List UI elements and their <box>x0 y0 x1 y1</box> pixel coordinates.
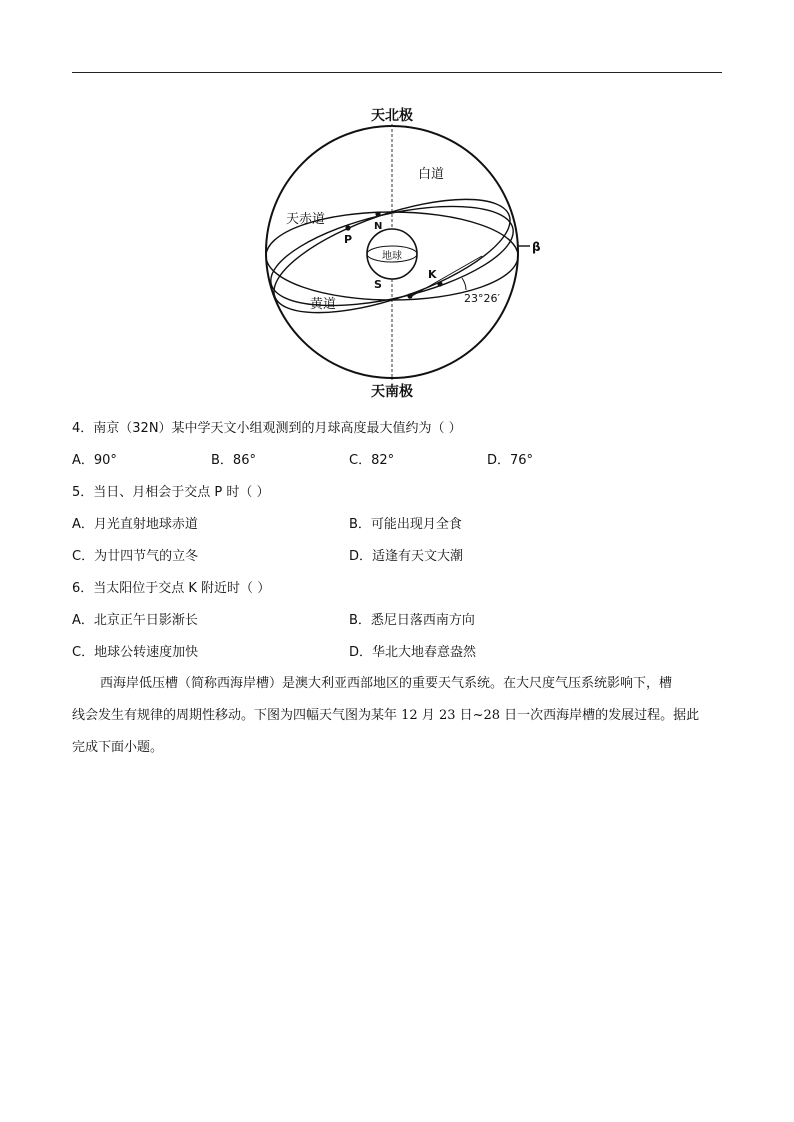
question-5-option-a: A．月光直射地球赤道 <box>72 517 198 532</box>
celestial-equator-label: 天赤道 <box>286 212 326 227</box>
question-6-option-b: B．悉尼日落西南方向 <box>349 613 475 628</box>
north-pole-label: 天北极 <box>371 108 413 124</box>
question-4-option-d: D．76° <box>487 453 534 468</box>
question-5-stem: 5．当日、月相会于交点 P 时（ ） <box>72 485 270 500</box>
point-k-dot <box>437 281 442 286</box>
south-pole-label: 天南极 <box>371 384 413 400</box>
question-6-option-c: C．地球公转速度加快 <box>72 645 199 660</box>
angle-label: 23°26′ <box>464 292 500 305</box>
question-6-option-a: A．北京正午日影渐长 <box>72 613 198 628</box>
passage-line-2: 线会发生有规律的周期性移动。下图为四幅天气图为某年 12 月 23 日~28 日一次西海岸槽的发展过程。据此 <box>72 708 700 723</box>
point-p-dot <box>345 225 350 230</box>
question-4-option-b: B．86° <box>211 453 256 468</box>
question-4-stem: 4．南京（32N）某中学天文小组观测到的月球高度最大值约为（ ） <box>72 421 462 436</box>
passage-line-3: 完成下面小题。 <box>72 740 164 755</box>
question-4-option-a: A．90° <box>72 453 117 468</box>
question-6-stem: 6．当太阳位于交点 K 附近时（ ） <box>72 581 271 596</box>
point-k-label: K <box>428 268 437 281</box>
passage-line-1: 西海岸低压槽（简称西海岸槽）是澳大利亚西部地区的重要天气系统。在大尺度气压系统影响下，槽 <box>100 676 673 691</box>
beta-label: β <box>532 240 541 254</box>
point-p-label: P <box>344 233 353 246</box>
point-s-label: S <box>374 278 382 291</box>
ecliptic-label: 黄道 <box>310 297 337 312</box>
moon-path-label: 白道 <box>418 167 445 182</box>
header-rule <box>72 72 722 73</box>
question-5-option-c: C．为廿四节气的立冬 <box>72 549 199 564</box>
point-n-label: N <box>374 221 383 232</box>
question-5-option-d: D．适逢有天文大潮 <box>349 549 464 564</box>
inclination-arc <box>462 278 466 290</box>
point-n-dot <box>375 211 380 216</box>
earth-label: 地球 <box>382 251 402 262</box>
celestial-sphere-diagram <box>240 100 560 404</box>
question-4-option-c: C．82° <box>349 453 395 468</box>
question-6-option-d: D．华北大地春意盎然 <box>349 645 477 660</box>
celestial-sphere-svg <box>240 100 560 404</box>
passage <box>72 668 722 764</box>
question-5-option-b: B．可能出现月全食 <box>349 517 462 532</box>
point-node-dot <box>407 293 412 298</box>
